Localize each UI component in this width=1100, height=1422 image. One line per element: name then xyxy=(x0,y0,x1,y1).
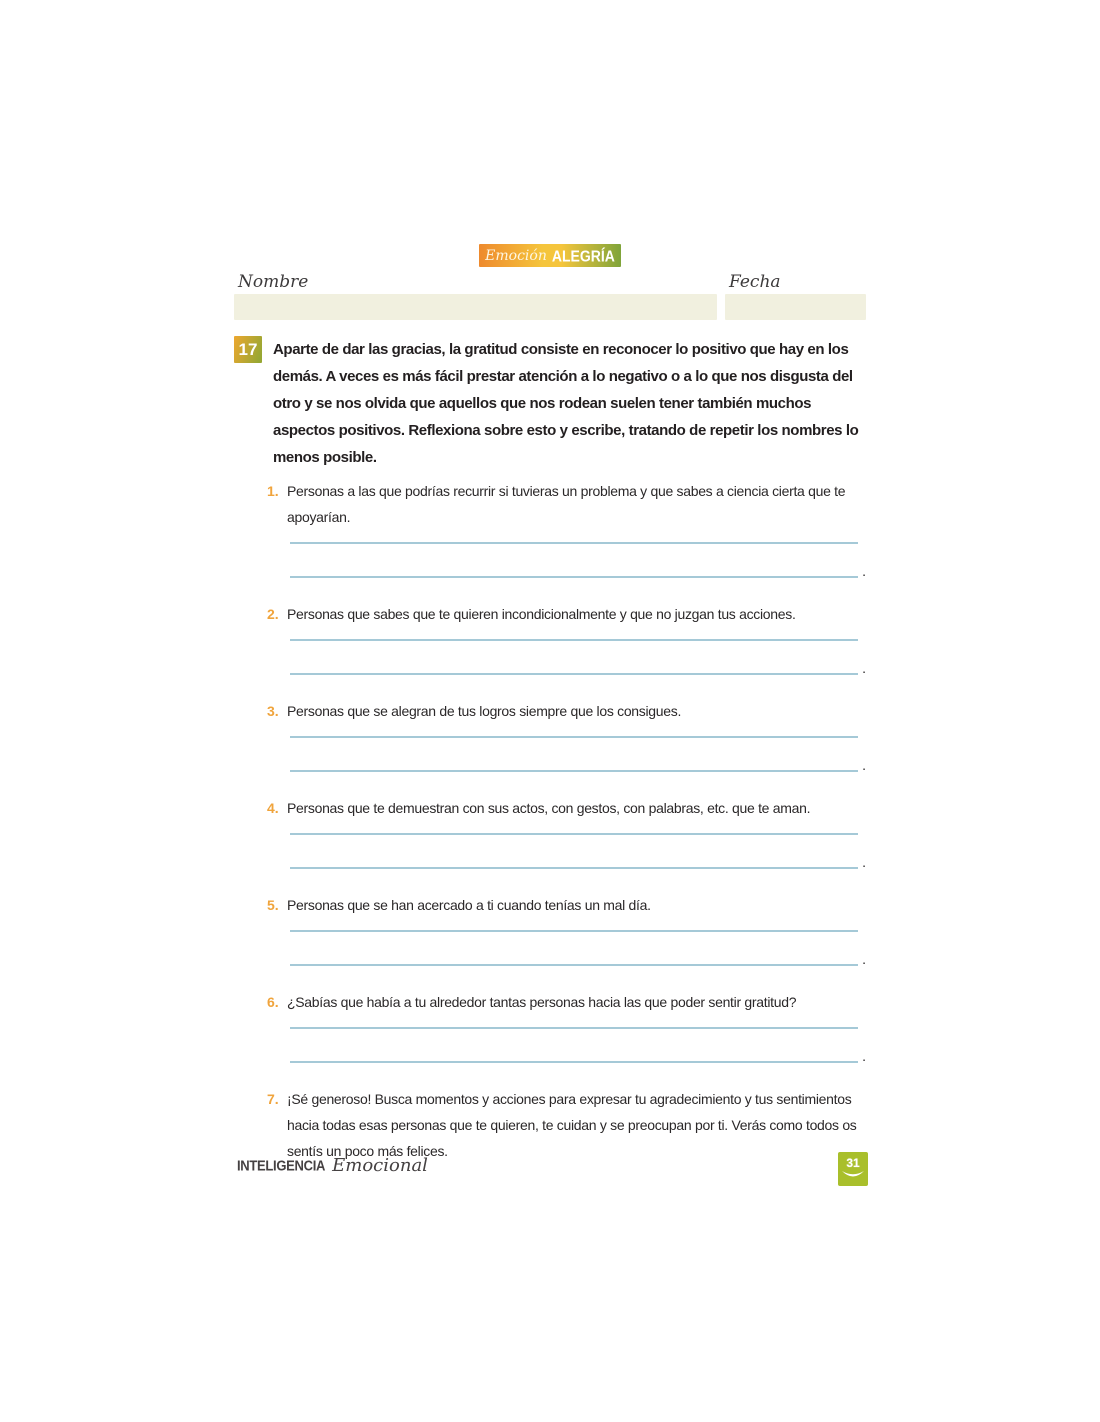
worksheet-item xyxy=(267,1086,866,1164)
item-number: 6. xyxy=(267,994,279,1010)
item-number: 3. xyxy=(267,703,279,719)
worksheet-item xyxy=(267,478,866,530)
item-number: 4. xyxy=(267,800,279,816)
date-field-label: Fecha xyxy=(729,272,781,292)
answer-line[interactable] xyxy=(290,544,858,578)
emotion-badge-name: ALEGRÍA xyxy=(551,246,615,265)
series-title: INTELIGENCIA xyxy=(237,1157,326,1174)
smile-icon xyxy=(841,1171,865,1180)
item-text: Personas que se alegran de tus logros siempre que los consigues. xyxy=(287,703,682,719)
name-field xyxy=(234,271,717,320)
line-terminator: . xyxy=(862,757,866,773)
item-number: 7. xyxy=(267,1091,279,1107)
line-terminator: . xyxy=(862,563,866,579)
line-terminator: . xyxy=(862,854,866,870)
worksheet-item xyxy=(267,795,866,821)
item-text: Personas que sabes que te quieren incondicionalmente y que no juzgan tus acciones. xyxy=(287,606,796,622)
answer-line[interactable] xyxy=(290,641,858,675)
name-date-row xyxy=(234,271,866,320)
items-list xyxy=(267,478,866,1164)
name-input-box[interactable] xyxy=(234,294,717,320)
line-terminator: . xyxy=(862,1048,866,1064)
answer-line[interactable] xyxy=(290,835,858,869)
emotion-badge-prefix: Emoción xyxy=(485,247,547,264)
exercise-header xyxy=(234,336,866,471)
answer-line[interactable] xyxy=(290,1029,858,1063)
worksheet-item xyxy=(267,892,866,918)
emotion-badge xyxy=(479,244,621,267)
name-field-label: Nombre xyxy=(238,272,309,292)
item-text: ¡Sé generoso! Busca momentos y acciones para expresar tu agradecimiento y tus sentimientos hacia todas esas personas que te quieren, te cuidan y se preocupan por ti. Verás como todos os sentís un poco más felices. xyxy=(287,1091,857,1159)
line-terminator: . xyxy=(862,951,866,967)
item-text: Personas que se han acercado a ti cuando tenías un mal día. xyxy=(287,897,651,913)
item-number: 2. xyxy=(267,606,279,622)
worksheet-item xyxy=(267,698,866,724)
page-number-badge xyxy=(838,1152,868,1186)
worksheet-item xyxy=(267,601,866,627)
exercise-instructions: Aparte de dar las gracias, la gratitud consiste en reconocer lo positivo que hay en los demás. A veces es más fácil prestar atención a lo negativo o a lo que nos disgusta del otro y se nos olvida que aquellos que nos rodean suelen tener también muchos aspectos positivos. Reflexiona sobre esto y escribe, tratando de repetir los nombres lo menos posible. xyxy=(273,341,859,466)
date-field xyxy=(725,271,866,320)
page-content xyxy=(234,244,866,1164)
item-text: Personas a las que podrías recurrir si tuvieras un problema y que sabes a ciencia cierta que te apoyarían. xyxy=(287,483,846,525)
item-text: Personas que te demuestran con sus actos, con gestos, con palabras, etc. que te aman. xyxy=(287,800,811,816)
line-terminator: . xyxy=(862,660,866,676)
item-number: 5. xyxy=(267,897,279,913)
answer-line[interactable] xyxy=(290,738,858,772)
item-number: 1. xyxy=(267,483,279,499)
date-input-box[interactable] xyxy=(725,294,866,320)
worksheet-item xyxy=(267,989,866,1015)
footer-brand xyxy=(237,1155,428,1176)
page-number: 31 xyxy=(846,1156,860,1170)
series-subtitle: Emocional xyxy=(332,1155,428,1176)
exercise-number-badge: 17 xyxy=(234,336,262,363)
answer-line[interactable] xyxy=(290,932,858,966)
item-text: ¿Sabías que había a tu alrededor tantas personas hacia las que poder sentir gratitud? xyxy=(287,994,797,1010)
